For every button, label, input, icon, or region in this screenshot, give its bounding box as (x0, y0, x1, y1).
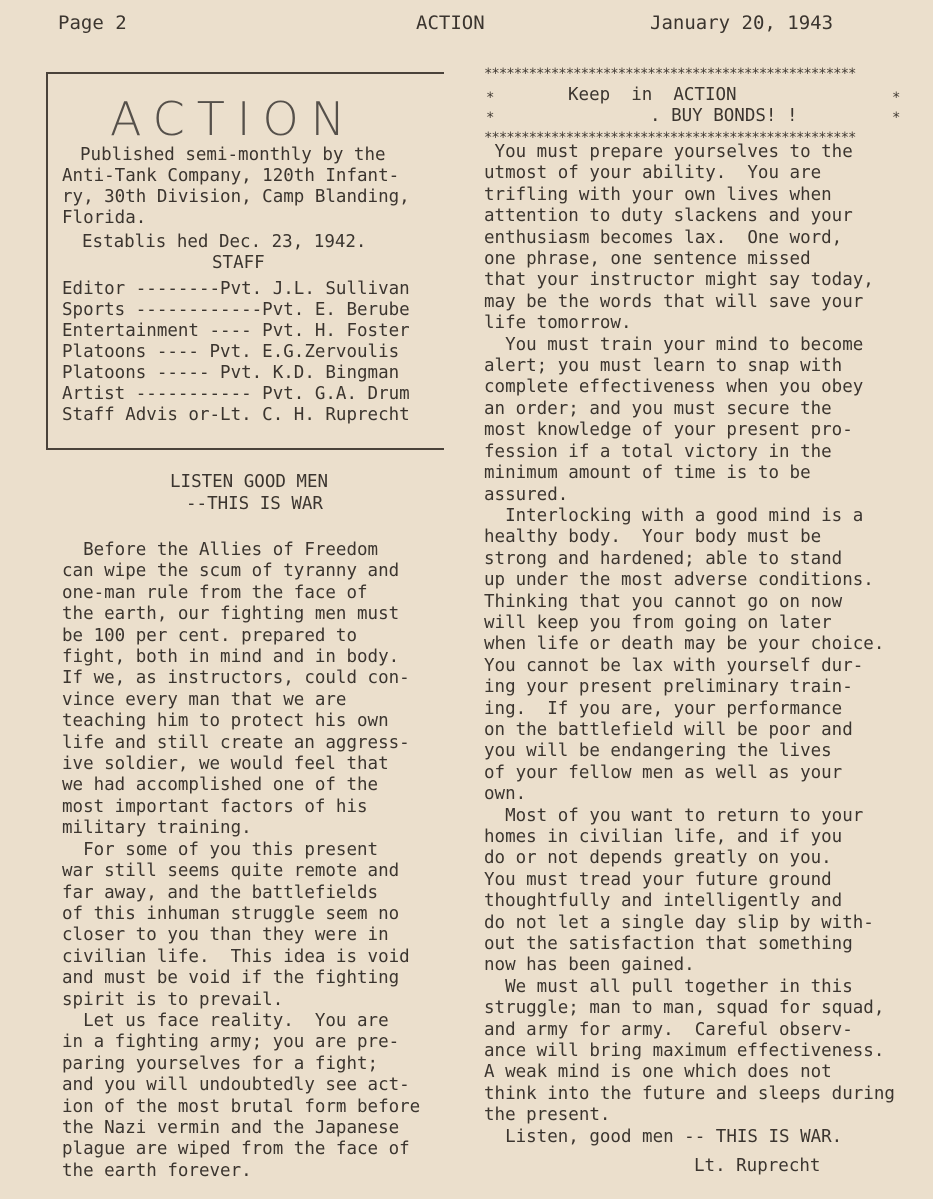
masthead-line: Anti-Tank Company, 120th Infant- (62, 166, 400, 186)
text-line: out the satisfaction that something (484, 934, 853, 955)
text-line: minimum amount of time is to be (484, 463, 811, 484)
text-line: homes in civilian life, and if you (484, 827, 843, 847)
text-line: of this inhuman struggle seem no (62, 903, 400, 924)
text-line: Let us face reality. You are (62, 1010, 389, 1031)
article-left-column (62, 540, 442, 1182)
text-line: of your fellow men as well as your (484, 762, 843, 783)
masthead-established: Establis hed Dec. 23, 1942. (82, 232, 367, 252)
text-line: attention to duty slackens and your (484, 206, 853, 227)
staff-heading: STAFF (212, 253, 265, 273)
text-line: ive soldier, we would feel that (62, 754, 389, 775)
text-line: in a fighting army; you are pre- (62, 1032, 400, 1053)
staff-line: Artist ----------- Pvt. G.A. Drum (62, 384, 410, 404)
text-line: struggle; man to man, squad for squad, (484, 998, 885, 1019)
text-line: Interlocking with a good mind is a (484, 505, 864, 526)
text-line: civilian life. This idea is void (62, 946, 410, 967)
text-line: military training. (62, 818, 252, 839)
masthead-title: ACTION (110, 92, 358, 146)
text-line: can wipe the scum of tyranny and (62, 561, 400, 582)
text-line: ing. If you are, your performance (484, 698, 843, 719)
text-line: the earth, our fighting men must (62, 604, 400, 625)
text-line: the Nazi vermin and the Japanese (62, 1117, 400, 1138)
text-line: the earth forever. (62, 1160, 252, 1181)
text-line: up under the most adverse conditions. (484, 570, 874, 591)
star-border-bottom: ************************************************** (484, 130, 856, 146)
text-line: ing your present preliminary train- (484, 677, 853, 698)
text-line: thoughtfully and intelligently and (484, 891, 843, 912)
text-line: we had accomplished one of the (62, 775, 379, 796)
text-line: one phrase, one sentence missed (484, 249, 811, 270)
staff-line: Platoons ---- Pvt. E.G.Zervoulis (62, 342, 400, 362)
text-line: For some of you this present (62, 839, 379, 860)
text-line: A weak mind is one which does not (484, 1062, 832, 1083)
text-line: do not let a single day slip by with- (484, 912, 874, 933)
text-line: most knowledge of your present pro- (484, 420, 853, 441)
masthead-line: ry, 30th Division, Camp Blanding, (62, 187, 410, 207)
header-date: January 20, 1943 (650, 12, 834, 34)
text-line: fight, both in mind and in body. (62, 647, 400, 668)
text-line: and must be void if the fighting (62, 968, 400, 989)
page-number: Page 2 (58, 12, 127, 34)
text-line: that your instructor might say today, (484, 270, 874, 291)
text-line: think into the future and sleeps during (484, 1083, 895, 1104)
star-left: * (486, 110, 494, 126)
article-title-line-2: --THIS IS WAR (186, 494, 323, 514)
text-line: Before the Allies of Freedom (62, 540, 379, 560)
text-line: and army for army. Careful observ- (484, 1019, 853, 1040)
text-line: enthusiasm becomes lax. One word, (484, 227, 843, 248)
text-line: far away, and the battlefields (62, 882, 379, 903)
text-line: war still seems quite remote and (62, 861, 400, 882)
text-line: on the battlefield will be poor and (484, 719, 853, 740)
text-line: the present. (484, 1105, 611, 1126)
text-line: most important factors of his (62, 796, 368, 817)
text-line: will keep you from going on later (484, 612, 832, 633)
bonds-line-2: . BUY BONDS! ! (650, 106, 798, 126)
staff-line: Sports ------------Pvt. E. Berube (62, 300, 410, 320)
staff-line: Platoons ----- Pvt. K.D. Bingman (62, 363, 400, 383)
text-line: teaching him to protect his own (62, 711, 389, 732)
text-line: Listen, good men -- THIS IS WAR. (484, 1126, 843, 1147)
text-line: complete effectiveness when you obey (484, 377, 864, 398)
star-border-top: ************************************************** (484, 66, 856, 82)
text-line: ance will bring maximum effectiveness. (484, 1041, 885, 1062)
text-line: alert; you must learn to snap with (484, 356, 843, 377)
text-line: ion of the most brutal form before (62, 1096, 421, 1117)
text-line: trifling with your own lives when (484, 184, 832, 205)
star-right: * (892, 90, 900, 106)
article-right-column (484, 142, 929, 1148)
text-line: life and still create an aggress- (62, 732, 410, 753)
text-line: do or not depends greatly on you. (484, 848, 832, 869)
text-line: healthy body. Your body must be (484, 527, 822, 548)
text-line: Thinking that you cannot go on now (484, 591, 843, 612)
text-line: fession if a total victory in the (484, 441, 832, 462)
text-line: spirit is to prevail. (62, 989, 284, 1010)
text-line: vince every man that we are (62, 689, 347, 710)
text-line: utmost of your ability. You are (484, 163, 822, 184)
text-line: plague are wiped from the face of (62, 1139, 410, 1160)
text-line: own. (484, 784, 527, 805)
text-line: You must prepare yourselves to the (484, 142, 853, 162)
header-title: ACTION (416, 12, 485, 34)
star-left: * (486, 90, 494, 106)
text-line: Most of you want to return to your (484, 805, 864, 826)
text-line: and you will undoubtedly see act- (62, 1075, 410, 1096)
text-line: You must tread your future ground (484, 869, 832, 890)
star-right: * (892, 110, 900, 126)
staff-line: Entertainment ---- Pvt. H. Foster (62, 321, 410, 341)
article-title-line-1: LISTEN GOOD MEN (170, 472, 329, 492)
text-line: paring yourselves for a fight; (62, 1053, 379, 1074)
text-line: We must all pull together in this (484, 976, 853, 997)
staff-line: Staff Advis or-Lt. C. H. Ruprecht (62, 405, 410, 425)
text-line: you will be endangering the lives (484, 741, 832, 762)
staff-line: Editor --------Pvt. J.L. Sullivan (62, 279, 410, 299)
text-line: closer to you than they were in (62, 925, 389, 946)
text-line: assured. (484, 484, 569, 505)
text-line: may be the words that will save your (484, 291, 864, 312)
text-line: now has been gained. (484, 955, 695, 976)
masthead-line: Florida. (62, 208, 147, 228)
text-line: when life or death may be your choice. (484, 634, 885, 655)
text-line: You cannot be lax with yourself dur- (484, 655, 864, 676)
article-signature: Lt. Ruprecht (694, 1156, 821, 1176)
text-line: be 100 per cent. prepared to (62, 625, 358, 646)
text-line: If we, as instructors, could con- (62, 668, 410, 689)
masthead-line: Published semi-monthly by the (80, 145, 386, 165)
text-line: an order; and you must secure the (484, 398, 832, 419)
bonds-line-1: Keep in ACTION (568, 85, 737, 105)
text-line: one-man rule from the face of (62, 582, 368, 603)
text-line: You must train your mind to become (484, 334, 864, 355)
text-line: strong and hardened; able to stand (484, 548, 843, 569)
text-line: life tomorrow. (484, 313, 632, 334)
